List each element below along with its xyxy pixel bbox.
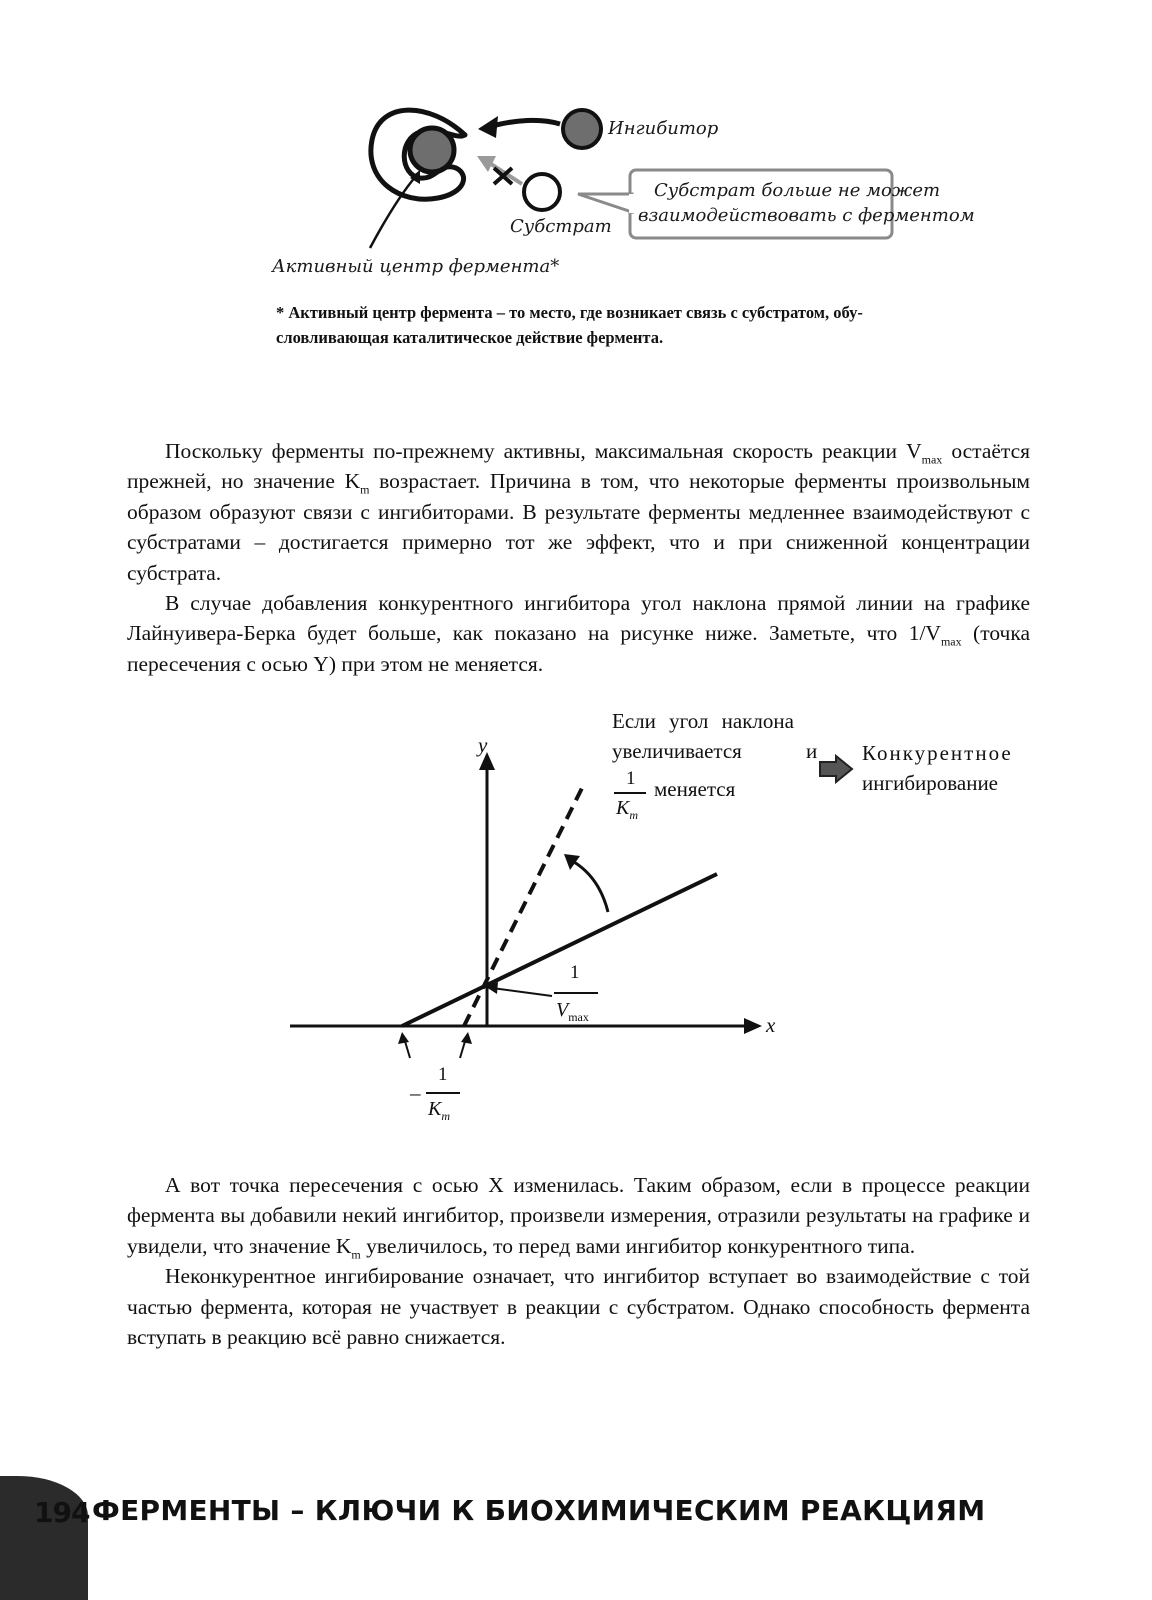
- line-with-inhibitor: [464, 788, 582, 1026]
- page-footer: [0, 1476, 1152, 1600]
- condition-fraction-den: $K_m$: [616, 797, 639, 822]
- footnote: [276, 300, 976, 350]
- body-text-upper: [127, 436, 1030, 679]
- active-site-pointer: [370, 176, 416, 248]
- callout-text-line1: Субстрат больше не может: [654, 180, 941, 201]
- paragraph-1: Поскольку ферменты по-прежнему активны, максимальная скорость реакции $V_{max}$ остаётся прежней, но значение $K_m$ возрастает. Причина в том, что некоторые ферменты произвольным образом образуют связи с ингибиторами. В результате ферменты медленнее взаимодействуют с субстратами – достигается примерно тот же эффект, что и при сниженной концентрации субстрата.: [127, 439, 1031, 585]
- vmax-fraction-num: 1: [570, 962, 580, 983]
- page-number: 194: [34, 1496, 90, 1529]
- result-arrow-icon: [818, 754, 854, 784]
- active-site-label: Активный центр фермента*: [272, 256, 560, 277]
- km-minus-sign: –: [410, 1081, 421, 1105]
- inhibitor-circle: [563, 110, 601, 148]
- condition-fraction-num: 1: [626, 768, 636, 789]
- condition-line1: Если угол наклона: [612, 709, 794, 733]
- result-line2: ингибирование: [862, 771, 999, 795]
- body-text-lower: [127, 1170, 1030, 1352]
- callout-pointer: [578, 194, 632, 212]
- vmax-pointer: [492, 988, 552, 996]
- footnote-line2: словливающая каталитическое действие фермента.: [276, 328, 664, 347]
- paragraph-3: А вот точка пересечения с осью X изменилась. Таким образом, если в процессе реакции фермента вы добавили некий ингибитор, произвели измерения, отразили результаты на графике и увидели, что значение $K_m$ увеличилось, то перед вами ингибитор конкурентного типа.: [127, 1173, 1030, 1262]
- vmax-fraction-bar: [554, 992, 598, 994]
- condition-and: и: [806, 739, 818, 763]
- paragraph-4: Неконкурентное ингибирование означает, что ингибитор вступает во взаимодействие с той частью фермента, которая не участвует в реакции с субстратом. Однако способность фермента вступать в реакцию всё равно снижается.: [127, 1264, 1030, 1350]
- footnote-line1: * Активный центр фермента – то место, где возникает связь с субстратом, обу-: [276, 303, 863, 322]
- x-axis-arrowhead: [744, 1018, 762, 1034]
- chapter-title: ФЕРМЕНТЫ – КЛЮЧИ К БИОХИМИЧЕСКИМ РЕАКЦИЯМ: [92, 1494, 986, 1527]
- km-fraction-den: $K_m$: [428, 1098, 451, 1123]
- inhibitor-label: Ингибитор: [608, 118, 719, 139]
- substrate-circle: [524, 174, 560, 210]
- bound-inhibitor: [410, 128, 454, 172]
- x-axis-label: x: [766, 1013, 776, 1037]
- paragraph-2: В случае добавления конкурентного ингибитора угол наклона прямой линии на графике Лайнуивера-Берка будет больше, как показано на рисунке ниже. Заметьте, что $1/V_{max}$ (точка пересечения с осью Y) при этом не меняется.: [127, 591, 1030, 676]
- result-line1: Конкурентное: [862, 741, 1013, 765]
- inhibitor-arrow: [492, 120, 560, 126]
- footer-tab: [0, 1476, 88, 1600]
- condition-line2: увеличивается: [612, 739, 742, 763]
- km-fraction-num: 1: [438, 1064, 448, 1085]
- condition-changes: меняется: [654, 777, 736, 801]
- slope-increase-arrow: [574, 862, 608, 912]
- y-axis-label: y: [478, 733, 488, 757]
- substrate-label: Субстрат: [510, 216, 612, 237]
- vmax-fraction-den: $V_{max}$: [556, 999, 589, 1024]
- inhibitor-arrowhead: [478, 116, 498, 138]
- callout-text-line2: взаимодействовать с ферментом: [638, 205, 975, 226]
